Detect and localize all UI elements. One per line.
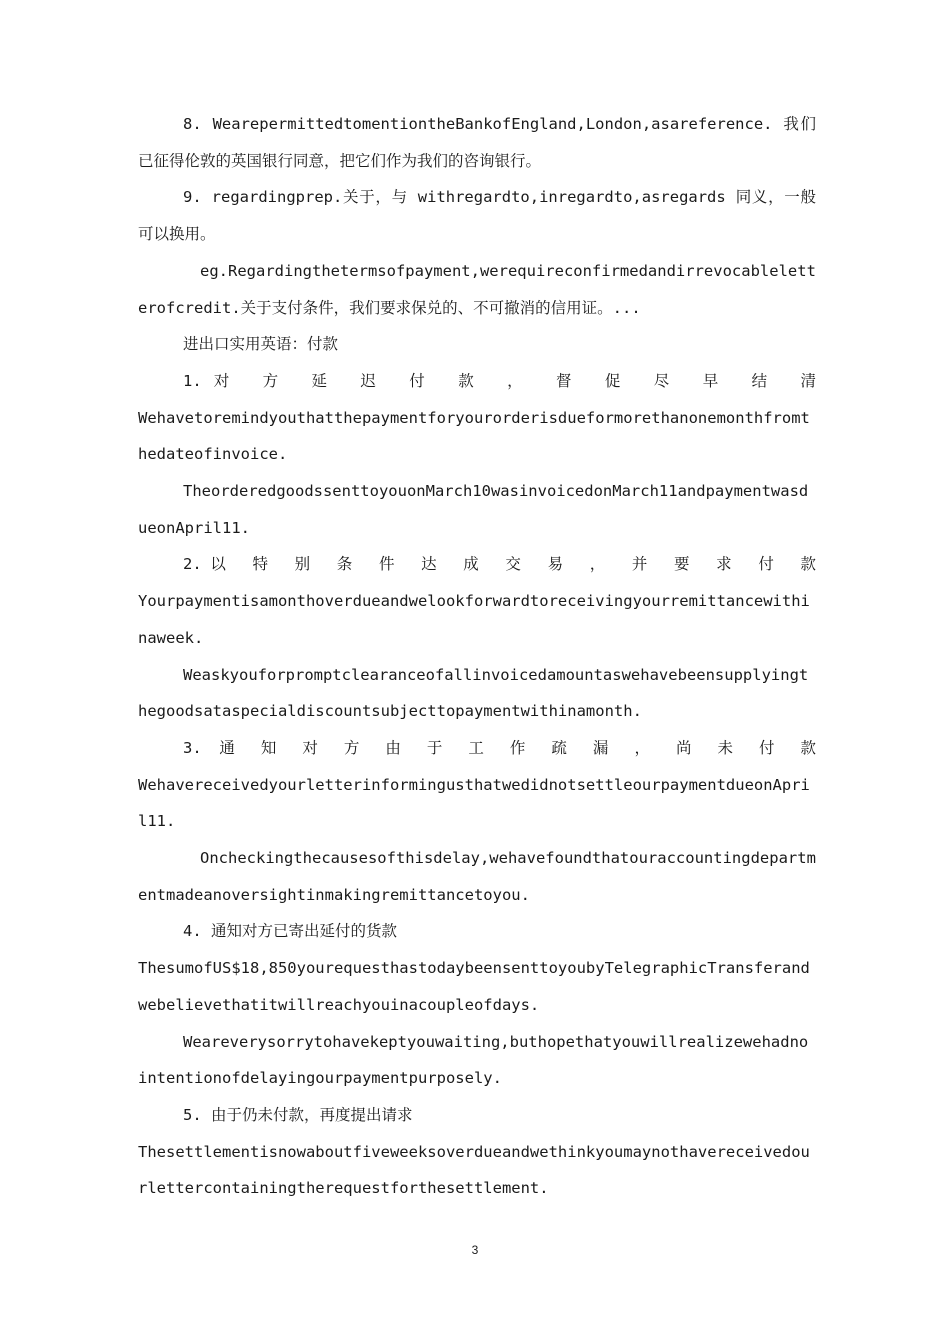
subheading-4: 4. 通知对方已寄出延付的货款 — [183, 922, 397, 941]
paragraph-2a: Yourpaymentisamonthoverdueandwelookforwardtoreceivingyourremittancewithinaweek. — [138, 592, 810, 647]
paragraph-1b: TheorderedgoodssenttoyouonMarch10wasinvoicedonMarch11andpaymentwasdueonApril11. — [138, 482, 809, 537]
subheading-2: 2.以 特 别 条 件 达 成 交 易 ， 并 要 求 付 款 — [183, 555, 816, 574]
subheading-3: 3. 通 知 对 方 由 于 工 作 疏 漏 ， 尚 未 付 款 — [183, 738, 816, 757]
page-number: 3 — [471, 1243, 479, 1257]
paragraph-example: eg.Regardingthetermsofpayment,werequireconfirmedandirrevocableletterofcredit.关于支付条件，我们要求保兑的、不可撤消的信用证。... — [138, 261, 816, 317]
subheading-5: 5. 由于仍未付款，再度提出请求 — [183, 1105, 413, 1124]
paragraph-3a: WehavereceivedyourletterinformingusthatwedidnotsettleourpaymentdueonApril11. — [138, 775, 810, 831]
paragraph-5a: Thesettlementisnowaboutfiveweeksoverdueandwethinkyoumaynothavereceivedourlettercontainingtherequestforthesettlement. — [138, 1142, 810, 1198]
paragraph-2b: Weaskyouforpromptclearanceofallinvoicedamountaswehavebeensupplyingthegoodsataspecialdiscountsubjecttopaymentwithinamonth. — [138, 665, 809, 721]
paragraph-4b: Weareverysorrytohavekeptyouwaiting,buthopethatyouwillrealizewehadnointentionofdelayingourpaymentpurposely. — [138, 1032, 809, 1088]
paragraph-item-9: 9. regardingprep.关于，与 withregardto,inregardto,asregards 同义，一般可以换用。 — [138, 188, 816, 244]
document-body — [138, 106, 816, 1207]
paragraph-item-8: 8. WearepermittedtomentiontheBankofEngland,London,asareference. 我们已征得伦敦的英国银行同意，把它们作为我们的咨询银行。 — [138, 115, 816, 170]
section-heading: 进出口实用英语：付款 — [183, 335, 339, 354]
paragraph-4a: ThesumofUS$18,850yourequesthastodaybeensenttoyoubyTelegraphicTransferandwebelievethatitwillreachyouinacoupleofdays. — [138, 959, 810, 1014]
paragraph-3b: Oncheckingthecausesofthisdelay,wehavefoundthatouraccountingdepartmentmadeanoversightinmakingremittancetoyou. — [138, 849, 816, 904]
paragraph-1a: Wehavetoremindyouthatthepaymentforyourorderisdueformorethanonemonthfromthedateofinvoice. — [138, 408, 810, 464]
subheading-1: 1.对 方 延 迟 付 款 ， 督 促 尽 早 结 清 — [183, 371, 816, 390]
